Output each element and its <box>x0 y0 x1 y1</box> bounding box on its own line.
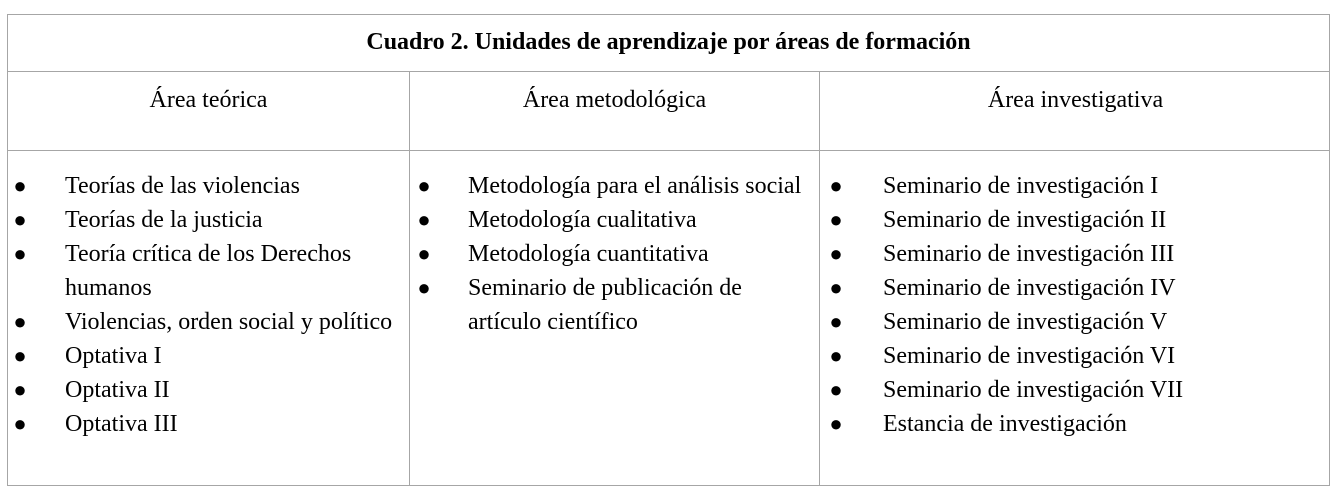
header-area-investigativa: Área investigativa <box>987 87 1164 113</box>
bullet-icon: ● <box>417 275 431 300</box>
list-item-text: Teorías de las violencias <box>65 173 300 199</box>
list-item <box>410 169 819 203</box>
header-row <box>8 72 1329 151</box>
list-item <box>8 169 409 203</box>
list-item <box>820 339 1331 373</box>
list-item-text: Violencias, orden social y político <box>65 309 393 335</box>
list-item <box>8 339 409 373</box>
list-item-text: Teoría crítica de los Derechos humanos <box>65 241 352 301</box>
bullet-icon: ● <box>13 411 27 436</box>
list-item <box>8 305 409 339</box>
list-item-text: Seminario de investigación V <box>883 309 1168 335</box>
bullet-icon: ● <box>13 309 27 334</box>
list-item-text: Optativa II <box>65 377 170 403</box>
bullet-icon: ● <box>13 241 27 266</box>
list-item <box>820 169 1331 203</box>
list-area-metodologica <box>410 151 819 339</box>
list-item-text: Seminario de investigación VII <box>883 377 1184 403</box>
list-item <box>8 373 409 407</box>
bullet-icon: ● <box>829 377 843 402</box>
bullet-icon: ● <box>13 377 27 402</box>
bullet-icon: ● <box>829 173 843 198</box>
list-item <box>8 237 409 305</box>
table-caption: Cuadro 2. Unidades de aprendizaje por áreas de formación <box>8 15 1329 72</box>
list-item <box>820 237 1331 271</box>
bullet-icon: ● <box>829 275 843 300</box>
bullet-icon: ● <box>13 173 27 198</box>
bullet-icon: ● <box>417 173 431 198</box>
bullet-icon: ● <box>829 241 843 266</box>
list-item <box>410 237 819 271</box>
list-item <box>410 203 819 237</box>
list-item-text: Metodología cualitativa <box>468 207 697 233</box>
list-area-teorica <box>8 151 409 441</box>
column-area-metodologica <box>410 151 820 485</box>
body-row <box>8 151 1329 485</box>
list-item-text: Metodología para el análisis social <box>468 173 802 199</box>
list-item <box>8 407 409 441</box>
header-area-teorica: Área teórica <box>8 72 410 150</box>
bullet-icon: ● <box>417 241 431 266</box>
list-item-text: Estancia de investigación <box>883 411 1127 437</box>
list-item-text: Seminario de investigación VI <box>883 343 1176 369</box>
bullet-icon: ● <box>417 207 431 232</box>
list-item-text: Seminario de investigación II <box>883 207 1167 233</box>
bullet-icon: ● <box>13 343 27 368</box>
list-item <box>410 271 819 339</box>
bullet-icon: ● <box>829 309 843 334</box>
list-item-text: Teorías de la justicia <box>65 207 263 233</box>
list-item-text: Optativa I <box>65 343 162 369</box>
bullet-icon: ● <box>829 207 843 232</box>
list-item <box>820 407 1331 441</box>
list-item-text: Optativa III <box>65 411 178 437</box>
list-item <box>8 203 409 237</box>
list-item-text: Seminario de investigación I <box>883 173 1159 199</box>
list-item <box>820 203 1331 237</box>
list-item-text: Seminario de publicación de artículo científico <box>468 275 742 335</box>
list-item <box>820 305 1331 339</box>
list-item-text: Metodología cuantitativa <box>468 241 709 267</box>
header-area-metodologica: Área metodológica <box>410 72 820 150</box>
list-item-text: Seminario de investigación IV <box>883 275 1176 301</box>
column-area-teorica <box>8 151 410 485</box>
list-item <box>820 373 1331 407</box>
list-area-investigativa <box>820 151 1331 441</box>
bullet-icon: ● <box>829 411 843 436</box>
list-item <box>820 271 1331 305</box>
column-area-investigativa <box>820 151 1331 485</box>
bullet-icon: ● <box>829 343 843 368</box>
learning-units-table <box>7 14 1330 486</box>
list-item-text: Seminario de investigación III <box>883 241 1175 267</box>
bullet-icon: ● <box>13 207 27 232</box>
